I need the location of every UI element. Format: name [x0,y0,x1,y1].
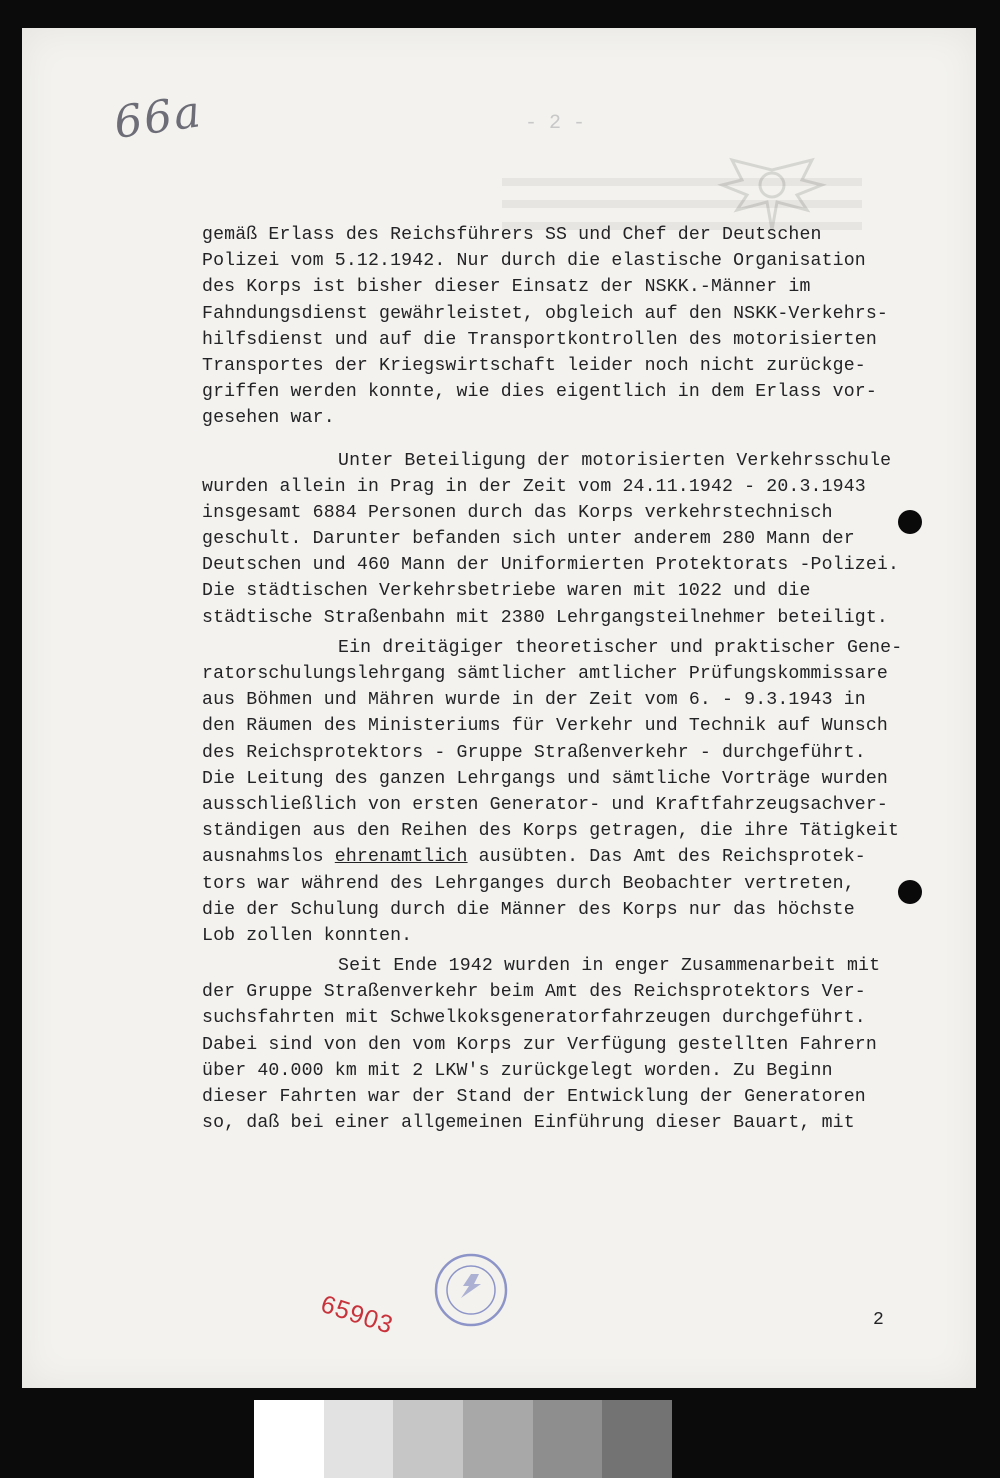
text-line: Ein dreitägiger theoretischer und praktischer Gene- [338,637,903,658]
text-line: Die Leitung des ganzen Lehrgangs und sämtliche Vorträge wurden [202,768,888,789]
text-line: ständigen aus den Reihen des Korps getragen, die ihre Tätigkeit [202,821,900,842]
text-line: Deutschen und 460 Mann der Uniformierten Protektorats -Polizei. [202,555,900,576]
text-line: ausschließlich von ersten Generator- und Kraftfahrzeugsachver- [202,794,888,815]
text-line: hilfsdienst und auf die Transportkontrollen des motorisierten [202,329,877,350]
text-line: suchsfahrten mit Schwelkoksgeneratorfahrzeugen durchgeführt. [202,1008,866,1029]
text-line: Die städtischen Verkehrsbetriebe waren mit 1022 und die [202,581,811,602]
text-line: dieser Fahrten war der Stand der Entwicklung der Generatoren [202,1087,866,1107]
text-line: insgesamt 6884 Personen durch das Korps verkehrstechnisch [202,502,833,523]
text-line: wurden allein in Prag in der Zeit vom 24.11.1942 - 20.3.1943 [202,476,866,497]
text-line: Transportes der Kriegswirtschaft leider noch nicht zurückge- [202,355,866,376]
text-line-with-underline [202,844,962,870]
archive-stamp-number: 65903 [317,1290,397,1340]
text-line: Polizei vom 5.12.1942. Nur durch die elastische Organisation [202,251,866,272]
page-number: 2 [873,1310,884,1330]
text-line: aus Böhmen und Mähren wurde in der Zeit vom 6. - 9.3.1943 in [202,690,866,711]
text-segment: ausübten. Das Amt des Reichsprotek- [467,847,866,868]
paragraph-4 [202,953,962,1136]
document-body [202,222,962,1136]
text-line: ratorschulungslehrgang sämtlicher amtlicher Prüfungskommissare [202,664,888,684]
header-page-marker: - 2 - [525,112,586,135]
grayscale-calibration-strip [254,1400,672,1478]
text-line: den Räumen des Ministeriums für Verkehr und Technik auf Wunsch [202,716,888,737]
text-line: der Gruppe Straßenverkehr beim Amt des Reichsprotektors Ver- [202,982,866,1003]
text-line: Lob zollen konnten. [202,925,413,946]
punch-hole [898,510,922,534]
punch-hole [898,880,922,904]
text-line: Seit Ende 1942 wurden in enger Zusammenarbeit mit [338,956,881,977]
text-line: Fahndungsdienst gewährleistet, obgleich auf den NSKK-Verkehrs- [202,303,888,324]
text-line: griffen werden konnte, wie dies eigentlich in dem Erlass vor- [202,382,877,403]
text-line: gemäß Erlass des Reichsführers SS und Chef der Deutschen [202,225,822,245]
underlined-word: ehrenamtlich [334,847,468,868]
text-line: des Reichsprotektors - Gruppe Straßenverkehr - durchgeführt. [202,742,866,763]
text-line: über 40.000 km mit 2 LKW's zurückgelegt worden. Zu Beginn [202,1060,833,1081]
text-line: die der Schulung durch die Männer des Korps nur das höchste [202,899,855,920]
archive-seal-icon [433,1252,509,1328]
text-line: geschult. Darunter befanden sich unter anderem 280 Mann der [202,529,855,550]
text-line: des Korps ist bisher dieser Einsatz der NSKK.-Männer im [202,277,811,298]
text-segment: ausnahmslos [202,847,335,868]
text-line: gesehen war. [202,408,335,429]
text-line: Dabei sind von den vom Korps zur Verfügung gestellten Fahrern [202,1034,877,1055]
text-line: so, daß bei einer allgemeinen Einführung dieser Bauart, mit [202,1113,855,1134]
document-page [22,28,976,1388]
text-line: tors war während des Lehrganges durch Beobachter vertreten, [202,873,855,894]
paragraph-3 [202,635,962,949]
text-line: städtische Straßenbahn mit 2380 Lehrgangsteilnehmer beteiligt. [202,607,888,628]
handwritten-folio-mark: 66a [110,86,206,149]
paragraph-1 [202,222,962,432]
paragraph-2 [202,448,962,631]
text-line: Unter Beteiligung der motorisierten Verkehrsschule [338,450,892,471]
